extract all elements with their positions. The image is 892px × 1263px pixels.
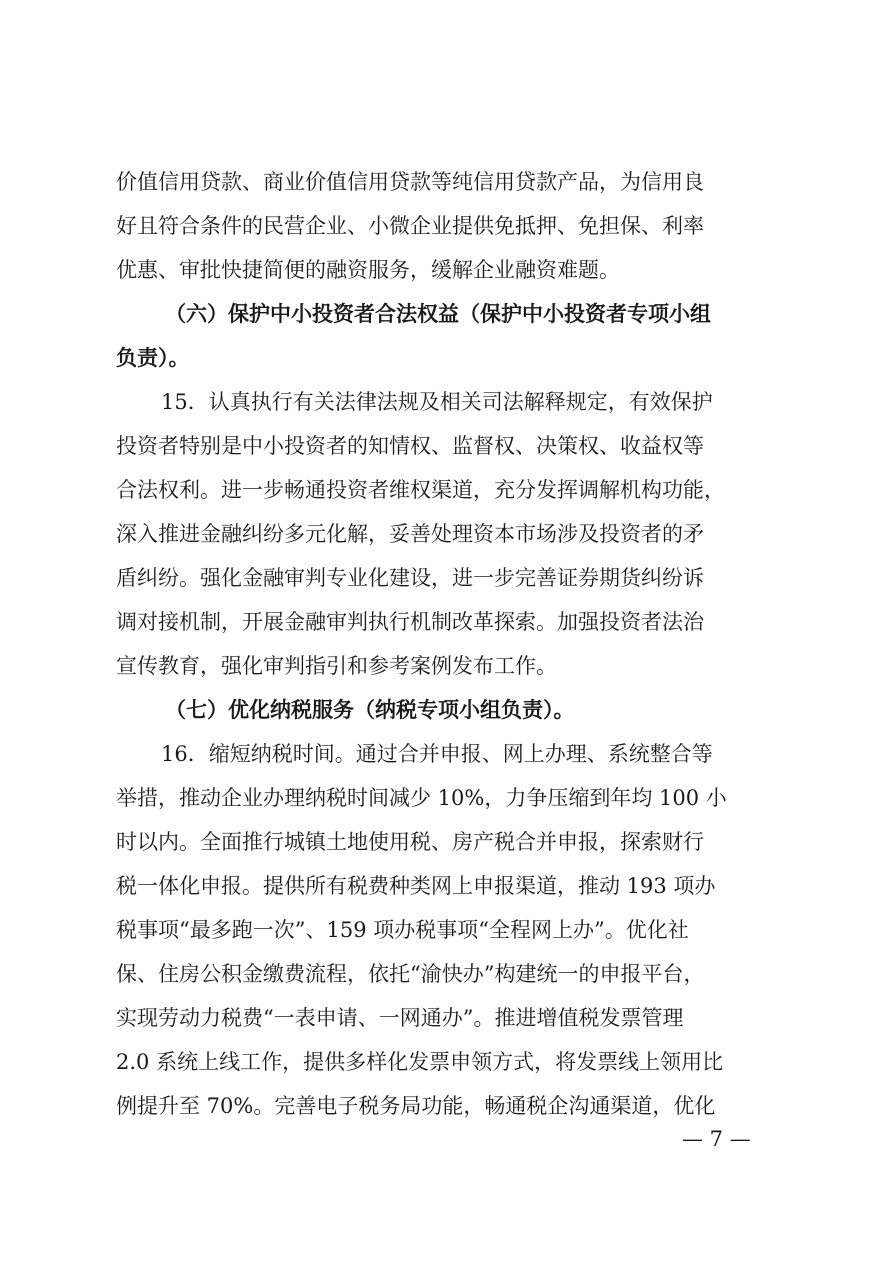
text-line: 投资者特别是中小投资者的知情权、监督权、决策权、收益权等 [116,434,704,458]
text-line: 盾纠纷。强化金融审判专业化建设，进一步完善证券期货纠纷诉 [116,566,704,590]
text-line: 实现劳动力税费“一表申请、一网通办”。推进增值税发票管理 [116,1006,684,1030]
text-line: 保、住房公积金缴费流程，依托“渝快办”构建统一的申报平台， [116,962,705,986]
section-heading: （六）保护中小投资者合法权益（保护中小投资者专项小组 [165,301,711,326]
text-line: 举措，推动企业办理纳税时间减少 10%，力争压缩到年均 100 小 [116,786,727,810]
section-heading-cont: 负责）。 [116,345,190,370]
text-line: 价值信用贷款、商业价值信用贷款等纯信用贷款产品，为信用良 [116,170,704,194]
text-line: 例提升至 70%。完善电子税务局功能，畅通税企沟通渠道，优化 [116,1094,716,1118]
section-heading: （七）优化纳税服务（纳税专项小组负责）。 [165,697,575,722]
text-line: 合法权利。进一步畅通投资者维权渠道，充分发挥调解机构功能， [116,478,725,502]
text-line: 调对接机制，开展金融审判执行机制改革探索。加强投资者法治 [116,610,704,634]
text-line: 税事项“最多跑一次”、159 项办税事项“全程网上办”。优化社 [116,918,689,942]
text-line: 优惠、审批快捷简便的融资服务，缓解企业融资难题。 [116,258,620,282]
paragraph-start: 16．缩短纳税时间。通过合并申报、网上办理、系统整合等 [161,742,713,766]
text-line: 时以内。全面推行城镇土地使用税、房产税合并申报，探索财行 [116,830,704,854]
text-line: 税一体化申报。提供所有税费种类网上申报渠道，推动 193 项办 [116,874,716,898]
text-line: 深入推进金融纠纷多元化解，妥善处理资本市场涉及投资者的矛 [116,522,704,546]
text-line: 宣传教育，强化审判指引和参考案例发布工作。 [116,654,557,678]
body-text [116,160,780,1128]
page-number: — 7 — [682,1127,751,1151]
paragraph-start: 15．认真执行有关法律法规及相关司法解释规定，有效保护 [161,390,713,414]
text-line: 2.0 系统上线工作，提供多样化发票申领方式，将发票线上领用比 [116,1050,724,1074]
text-line: 好且符合条件的民营企业、小微企业提供免抵押、免担保、利率 [116,214,704,238]
